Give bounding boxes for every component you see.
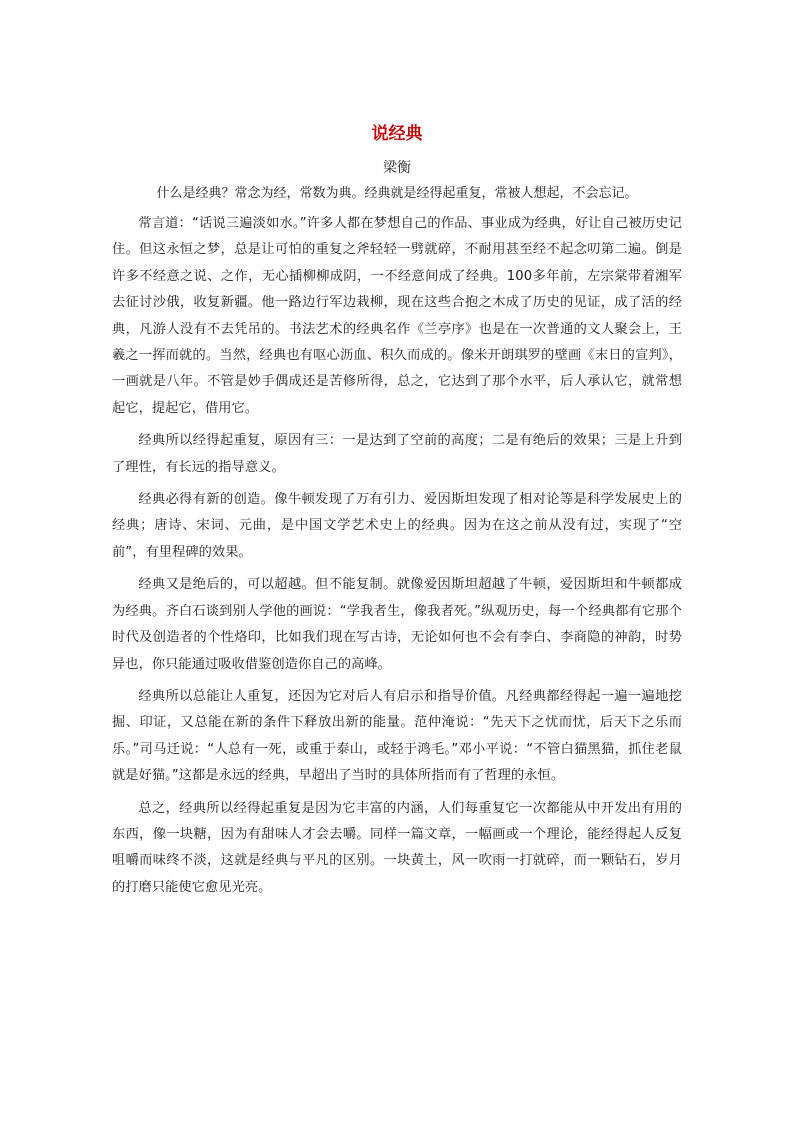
paragraph: 经典所以经得起重复，原因有三：一是达到了空前的高度；二是有绝后的效果；三是上升到了理性，有长远的指导意义。 [112,433,682,475]
paragraph: 经典又是绝后的，可以超越。但不能复制。就像爱因斯坦超越了牛顿，爱因斯坦和牛顿都成为经典。齐白石谈到别人学他的画说：“学我者生，像我者死。”纵观历史，每一个经典都有它那个时代及创造者的个性烙印，比如我们现在写古诗，无论如何也不会有李白、李商隐的神韵，时势异也，你只能通过吸收借鉴创造你自己的高峰。 [112,577,682,672]
article-author: 梁衡 [383,160,411,176]
paragraph: 经典必得有新的创造。像牛顿发现了万有引力、爱因斯坦发现了相对论等是科学发展史上的经典；唐诗、宋词、元曲，是中国文学艺术史上的经典。因为在这之前从没有过，实现了“空前”，有里程碑的效果。 [112,492,682,560]
paragraph: 经典所以总能让人重复，还因为它对后人有启示和指导价值。凡经典都经得起一遍一遍地挖掘、印证，又总能在新的条件下释放出新的能量。范仲淹说：“先天下之忧而忧，后天下之乐而乐。”司马迁说：“人总有一死，或重于泰山，或轻于鸿毛。”邓小平说：“不管白猫黑猫，抓住老鼠就是好猫。”这都是永远的经典，早超出了当时的具体所指而有了哲理的永恒。 [112,688,682,784]
article-intro: 什么是经典？常念为经，常数为典。经典就是经得起重复，常被人想起，不会忘记。 [156,186,638,201]
article-title: 说经典 [371,124,423,144]
paragraph: 常言道：“话说三遍淡如水。”许多人都在梦想自己的作品、事业成为经典，好让自己被历史记住。但这永恒之梦，总是让可怕的重复之斧轻轻一劈就碎，不耐用甚至经不起念叨第二遍。倒是许多不经意之说、之作，无心插柳柳成阴，一不经意间成了经典。100多年前，左宗棠带着湘军去征讨沙俄，收复新疆。他一路边行军边栽柳，现在这些合抱之木成了历史的见证，成了活的经典，凡游人没有不去凭吊的。书法艺术的经典名作《兰亭序》也是在一次普通的文人聚会上，王羲之一挥而就的。当然，经典也有呕心沥血、积久而成的。像米开朗琪罗的壁画《末日的宣判》，一画就是八年。不管是妙手偶成还是苦修所得，总之，它达到了那个水平，后人承认它，就常想起它，提起它，借用它。 [112,216,682,416]
paragraph: 总之，经典所以经得起重复是因为它丰富的内涵，人们每重复它一次都能从中开发出有用的东西，像一块糖，因为有甜味人才会去嚼。同样一篇文章，一幅画或一个理论，能经得起人反复咀嚼而味终不淡，这就是经典与平凡的区别。一块黄土，风一吹雨一打就碎，而一颗钻石，岁月的打磨只能使它愈见光亮。 [112,800,682,895]
article-body [112,211,682,907]
